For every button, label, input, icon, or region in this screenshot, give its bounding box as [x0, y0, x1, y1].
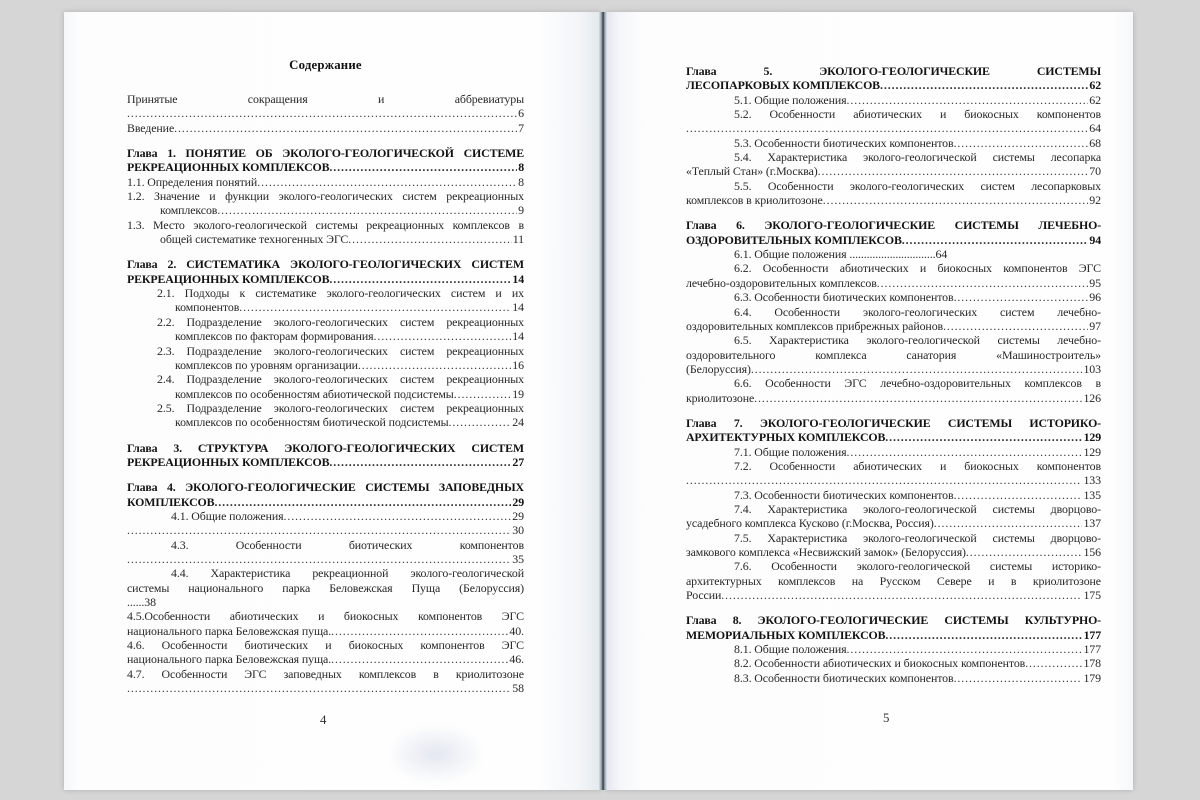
toc-line: 6.6. Особенности ЭГС лечебно-оздоровительных комплексов в	[734, 376, 1101, 391]
page-right	[606, 12, 1133, 790]
toc-line	[160, 203, 524, 217]
toc-line: ......38	[127, 595, 156, 609]
toc-page-ref: 126	[1083, 390, 1101, 405]
toc-line: 5.5. Особенности эколого-геологических систем лесопарковых	[734, 178, 1101, 193]
leader-dots	[283, 509, 511, 523]
toc-title: Содержание	[289, 58, 362, 72]
leader-dots	[754, 391, 1082, 405]
leader-dots	[127, 106, 517, 120]
toc-line: 1.2. Значение и функции эколого-геологических систем рекреационных	[127, 189, 524, 204]
toc-page-ref: 11	[512, 232, 524, 247]
toc-line	[734, 488, 1101, 502]
toc-entry	[686, 642, 1101, 656]
toc-entry	[127, 538, 524, 567]
toc-entry	[127, 609, 524, 638]
toc-line	[686, 588, 1101, 602]
toc-line	[734, 642, 1101, 656]
toc-page-ref: 178	[1083, 656, 1101, 671]
toc-line	[171, 509, 524, 523]
toc-line-text: усадебного комплекса Кусково (г.Москва, Россия)	[686, 516, 934, 531]
toc-line: 5.2. Особенности абиотических и биокосных компонентов	[734, 107, 1101, 122]
toc-line: Глава 3. СТРУКТУРА ЭКОЛОГО-ГЕОЛОГИЧЕСКИХ СИСТЕМ	[127, 440, 524, 455]
toc-page-ref: 137	[1083, 516, 1101, 531]
toc-line: Глава 1. ПОНЯТИЕ ОБ ЭКОЛОГО-ГЕОЛОГИЧЕСКОЙ СИСТЕМЕ	[127, 146, 524, 161]
toc-line: 4.7. Особенности ЭГС заповедных комплексов в криолитозоне	[127, 666, 524, 681]
toc-entry	[127, 372, 524, 401]
toc-entry	[686, 488, 1101, 502]
toc-line	[127, 175, 524, 189]
toc-line	[160, 232, 524, 246]
toc-line-text: комплексов	[160, 203, 218, 218]
toc-line: 5.4. Характеристика эколого-геологической системы лесопарка	[734, 150, 1101, 165]
leader-dots	[686, 121, 1088, 135]
toc-line: архитектурных комплексов на Русском Севере и в криолитозоне	[686, 573, 1101, 588]
toc-chapter-entry	[686, 613, 1101, 642]
toc-chapter-entry	[127, 257, 524, 286]
toc-page-ref: 129	[1083, 430, 1101, 445]
toc-page-ref: 16	[512, 357, 524, 372]
toc-chapter-entry	[127, 480, 524, 509]
toc-line-text: ОЗДОРОВИТЕЛЬНЫХ КОМПЛЕКСОВ	[686, 232, 902, 247]
leader-dots	[257, 175, 517, 189]
toc-page-ref: 62	[1089, 78, 1101, 93]
toc-entry	[686, 502, 1101, 531]
toc-line	[127, 495, 524, 509]
toc-line: 4.4. Характеристика рекреационной эколого-геологической	[171, 566, 524, 581]
toc-line	[686, 362, 1101, 376]
toc-line: оздоровительного комплекса санатория «Машиностроитель»	[686, 347, 1101, 362]
leader-dots	[329, 272, 511, 286]
toc-page-ref: 133	[1083, 473, 1101, 488]
toc-line	[127, 624, 524, 638]
toc-left-column	[127, 58, 524, 695]
toc-line: 6.2. Особенности абиотических и биокосных компонентов ЭГС	[734, 261, 1101, 276]
leader-dots	[331, 652, 508, 666]
toc-page-ref: 46.	[509, 652, 524, 667]
toc-line-text: «Теплый Стан» (г.Москва)	[686, 164, 818, 179]
leader-dots	[954, 488, 1083, 502]
toc-line	[686, 545, 1101, 559]
toc-line-text: МЕМОРИАЛЬНЫХ КОМПЛЕКСОВ	[686, 627, 886, 642]
leader-dots	[846, 642, 1082, 656]
leader-dots	[954, 671, 1083, 685]
toc-line: 2.3. Подразделение эколого-геологических систем рекреационных	[157, 343, 524, 358]
toc-line	[686, 78, 1101, 92]
toc-line	[686, 276, 1101, 290]
toc-entry	[127, 344, 524, 373]
toc-line-text: 4.1. Общие положения	[171, 508, 284, 523]
toc-line-text: АРХИТЕКТУРНЫХ КОМПЛЕКСОВ	[686, 430, 886, 445]
leader-dots	[449, 415, 512, 429]
toc-line	[686, 516, 1101, 530]
toc-page-ref: 14	[512, 271, 524, 286]
toc-page-ref: 9	[518, 203, 524, 218]
toc-line: 7.4. Характеристика эколого-геологической системы дворцово-	[734, 501, 1101, 516]
leader-dots	[902, 233, 1089, 247]
leader-dots	[329, 455, 511, 469]
toc-page-ref: 29	[512, 508, 524, 523]
toc-line-text: России	[686, 588, 722, 603]
toc-line-text: национального парка Беловежская пуща.	[127, 623, 332, 638]
toc-line: 7.6. Особенности эколого-геологической системы историко-	[734, 559, 1101, 574]
leader-dots	[329, 160, 517, 174]
toc-line-text: (Белоруссия)	[686, 361, 751, 376]
toc-entry	[686, 305, 1101, 334]
toc-entry	[127, 315, 524, 344]
toc-line	[175, 415, 524, 429]
toc-page-ref: 27	[512, 454, 524, 469]
toc-line	[686, 233, 1101, 247]
toc-line: 4.5.Особенности абиотических и биокосных компонентов ЭГС	[127, 609, 524, 624]
toc-line-text: криолитозоне	[686, 390, 755, 405]
toc-page-ref: 97	[1089, 318, 1101, 333]
toc-page-ref: 8	[518, 160, 524, 175]
toc-line: 6.1. Общие положения ..............................64	[734, 247, 948, 262]
toc-page-ref: 8	[518, 174, 524, 189]
leader-dots	[454, 387, 512, 401]
leader-dots	[358, 358, 511, 372]
toc-line-text: РЕКРЕАЦИОННЫХ КОМПЛЕКСОВ	[127, 160, 330, 175]
toc-chapter-entry	[686, 64, 1101, 93]
leader-dots	[818, 164, 1089, 178]
toc-line	[734, 290, 1101, 304]
toc-line: Принятые сокращения и аббревиатуры	[127, 92, 524, 106]
toc-page-ref: 94	[1089, 232, 1101, 247]
leader-dots	[846, 93, 1088, 107]
toc-page-ref: 156	[1083, 545, 1101, 559]
toc-entry	[127, 286, 524, 315]
toc-line	[127, 552, 524, 566]
toc-line	[734, 445, 1101, 459]
toc-entry	[686, 247, 1101, 261]
toc-line	[686, 193, 1101, 207]
toc-line: Глава 6. ЭКОЛОГО-ГЕОЛОГИЧЕСКИЕ СИСТЕМЫ ЛЕЧЕБНО-	[686, 218, 1101, 233]
toc-page-ref: 92	[1089, 193, 1101, 208]
toc-entry	[686, 333, 1101, 376]
toc-page-ref: 70	[1089, 164, 1101, 179]
toc-line	[686, 391, 1101, 405]
toc-line	[127, 272, 524, 286]
toc-page-ref: 6	[518, 106, 524, 121]
toc-line: 7.2. Особенности абиотических и биокосных компонентов	[734, 458, 1101, 473]
toc-entry	[686, 93, 1101, 107]
leader-dots	[239, 300, 511, 314]
toc-entry	[686, 559, 1101, 602]
leader-dots	[934, 516, 1083, 530]
toc-line	[127, 160, 524, 174]
leader-dots	[374, 329, 512, 343]
toc-entry	[127, 218, 524, 247]
toc-entry	[686, 459, 1101, 488]
toc-line-text: ЛЕСОПАРКОВЫХ КОМПЛЕКСОВ	[686, 78, 880, 93]
toc-line-text: комплексов по факторам формирования	[175, 329, 374, 344]
toc-line-text: общей систематике техногенных ЭГС	[160, 232, 349, 247]
leader-dots	[174, 121, 517, 135]
toc-line: Глава 2. СИСТЕМАТИКА ЭКОЛОГО-ГЕОЛОГИЧЕСКИХ СИСТЕМ	[127, 257, 524, 272]
toc-line: Глава 8. ЭКОЛОГО-ГЕОЛОГИЧЕСКИЕ СИСТЕМЫ КУЛЬТУРНО-	[686, 613, 1101, 628]
toc-line-text: 5.3. Особенности биотических компонентов	[734, 135, 954, 150]
toc-line	[686, 628, 1101, 642]
leader-dots	[217, 203, 517, 217]
toc-line	[127, 455, 524, 469]
leader-dots	[348, 232, 511, 246]
toc-entry	[127, 175, 524, 189]
toc-line-text: комплексов по особенностям абиотической подсистемы	[175, 386, 454, 401]
toc-page-ref: 68	[1089, 135, 1101, 150]
leader-dots	[823, 193, 1089, 207]
toc-page-ref: 30	[512, 523, 524, 538]
toc-entry	[686, 261, 1101, 290]
toc-page-ref: 96	[1089, 290, 1101, 305]
toc-line-text: национального парка Беловежская пуща.	[127, 652, 332, 667]
toc-page-ref: 135	[1083, 487, 1101, 502]
toc-line: Глава 7. ЭКОЛОГО-ГЕОЛОГИЧЕСКИЕ СИСТЕМЫ ИСТОРИКО-	[686, 415, 1101, 430]
toc-entry	[686, 290, 1101, 304]
page-number-right: 5	[883, 711, 890, 725]
toc-entry	[127, 189, 524, 218]
toc-entry	[686, 150, 1101, 179]
toc-line: 6.4. Особенности эколого-геологических систем лечебно-	[734, 304, 1101, 319]
toc-entry	[686, 656, 1101, 670]
toc-page-ref: 64	[1089, 121, 1101, 136]
toc-page-ref: 177	[1083, 627, 1101, 642]
toc-page-ref: 103	[1083, 361, 1101, 376]
toc-line	[734, 136, 1101, 150]
toc-line-text: РЕКРЕАЦИОННЫХ КОМПЛЕКСОВ	[127, 454, 330, 469]
toc-page-ref: 19	[512, 386, 524, 401]
toc-line	[175, 329, 524, 343]
toc-entry	[686, 531, 1101, 560]
toc-line-text: 7.3. Особенности биотических компонентов	[734, 487, 954, 502]
toc-line-text: лечебно-оздоровительных комплексов	[686, 275, 877, 290]
leader-dots	[943, 319, 1088, 333]
leader-dots	[1025, 656, 1082, 670]
toc-line: системы национального парка Беловежская Пуща (Белоруссия)	[127, 580, 524, 595]
toc-entry	[127, 566, 524, 609]
toc-line	[686, 319, 1101, 333]
leader-dots	[966, 545, 1083, 559]
toc-line-text: комплексов по уровням организации	[175, 357, 358, 372]
toc-line	[127, 121, 524, 135]
toc-entry	[127, 638, 524, 667]
toc-line-text: 1.1. Определения понятий	[127, 174, 258, 189]
toc-line: 4.6. Особенности биотических и биокосных компонентов ЭГС	[127, 638, 524, 653]
toc-line	[734, 656, 1101, 670]
toc-entry	[127, 523, 524, 537]
toc-entry	[127, 509, 524, 523]
toc-chapter-entry	[127, 146, 524, 175]
toc-line	[734, 93, 1101, 107]
toc-entries-left	[127, 92, 524, 695]
leader-dots	[721, 588, 1082, 602]
toc-entry	[686, 107, 1101, 136]
toc-line: Глава 4. ЭКОЛОГО-ГЕОЛОГИЧЕСКИЕ СИСТЕМЫ ЗАПОВЕДНЫХ	[127, 480, 524, 495]
toc-line	[686, 121, 1101, 135]
ink-bleed-through	[386, 724, 486, 784]
page-number-left: 4	[320, 713, 327, 727]
toc-page-ref: 175	[1083, 588, 1101, 603]
leader-dots	[127, 523, 511, 537]
toc-line	[127, 652, 524, 666]
toc-line: 6.5. Характеристика эколого-геологической системы лечебно-	[734, 333, 1101, 348]
toc-page-ref: 179	[1083, 670, 1101, 685]
toc-line-text: комплексов в криолитозоне	[686, 193, 823, 208]
toc-page-ref: 40.	[509, 623, 524, 638]
toc-line: Глава 5. ЭКОЛОГО-ГЕОЛОГИЧЕСКИЕ СИСТЕМЫ	[686, 64, 1101, 78]
toc-line	[175, 300, 524, 314]
toc-entries-right	[686, 64, 1101, 685]
toc-line-text: 8.3. Особенности биотических компонентов	[734, 670, 954, 685]
leader-dots	[880, 78, 1088, 92]
toc-line: 2.5. Подразделение эколого-геологических систем рекреационных	[157, 400, 524, 415]
leader-dots	[954, 136, 1089, 150]
toc-entry	[686, 671, 1101, 685]
toc-page-ref: 14	[512, 329, 524, 344]
toc-line	[686, 430, 1101, 444]
toc-page-ref: 29	[512, 494, 524, 509]
toc-line	[175, 387, 524, 401]
toc-line-text: КОМПЛЕКСОВ	[127, 494, 215, 509]
toc-entry	[686, 136, 1101, 150]
leader-dots	[885, 628, 1082, 642]
leader-dots	[127, 552, 511, 566]
toc-page-ref: 177	[1083, 642, 1101, 657]
toc-entry	[127, 92, 524, 121]
toc-line-text: РЕКРЕАЦИОННЫХ КОМПЛЕКСОВ	[127, 271, 330, 286]
toc-page-ref: 129	[1083, 444, 1101, 459]
toc-entry	[127, 401, 524, 430]
toc-line-text: 6.3. Особенности биотических компонентов	[734, 290, 954, 305]
toc-line-text: замкового комплекса «Несвижский замок» (Белоруссия)	[686, 545, 966, 559]
toc-line-text: 8.2. Особенности абиотических и биокосных компонентов	[734, 656, 1026, 671]
leader-dots	[846, 445, 1082, 459]
toc-line: 2.1. Подходы к систематике эколого-геологических систем и их	[157, 286, 524, 301]
leader-dots	[214, 495, 511, 509]
toc-line: 1.3. Место эколого-геологической системы рекреационных комплексов в	[127, 217, 524, 232]
toc-chapter-entry	[686, 218, 1101, 247]
toc-line	[175, 358, 524, 372]
page-left	[64, 12, 601, 790]
toc-line	[127, 681, 524, 695]
toc-page-ref: 24	[512, 415, 524, 430]
toc-line-text: 8.1. Общие положения	[734, 642, 847, 657]
toc-page-ref: 35	[512, 551, 524, 566]
toc-line-text: Введение	[127, 120, 175, 135]
toc-line	[686, 164, 1101, 178]
leader-dots	[751, 362, 1083, 376]
toc-entry	[127, 667, 524, 696]
leader-dots	[331, 624, 508, 638]
toc-line	[734, 671, 1101, 685]
toc-entry	[686, 376, 1101, 405]
toc-entry	[686, 445, 1101, 459]
toc-page-ref: 58	[512, 681, 524, 696]
toc-entry	[127, 121, 524, 135]
toc-line: 7.5. Характеристика эколого-геологической системы дворцово-	[734, 530, 1101, 545]
toc-line: 4.3. Особенности биотических компонентов	[171, 537, 524, 552]
leader-dots	[954, 290, 1089, 304]
leader-dots	[877, 276, 1089, 290]
leader-dots	[686, 473, 1082, 487]
leader-dots	[127, 681, 511, 695]
toc-line-text: комплексов по особенностям биотической подсистемы	[175, 415, 449, 430]
toc-line-text: 5.1. Общие положения	[734, 92, 847, 107]
toc-page-ref: 7	[518, 120, 524, 135]
toc-line-text: компонентов	[175, 300, 240, 315]
toc-line	[127, 106, 524, 120]
toc-line	[127, 523, 524, 537]
toc-line: 2.4. Подразделение эколого-геологических систем рекреационных	[157, 372, 524, 387]
toc-line	[686, 473, 1101, 487]
toc-entry	[686, 179, 1101, 208]
leader-dots	[885, 430, 1082, 444]
toc-chapter-entry	[686, 416, 1101, 445]
toc-line-text: оздоровительных комплексов прибрежных районов	[686, 318, 944, 333]
toc-chapter-entry	[127, 441, 524, 470]
toc-page-ref: 95	[1089, 275, 1101, 290]
toc-page-ref: 14	[512, 300, 524, 315]
toc-right-column	[686, 64, 1101, 685]
book-binding	[599, 12, 607, 790]
toc-page-ref: 62	[1089, 92, 1101, 107]
toc-line: 2.2. Подразделение эколого-геологических систем рекреационных	[157, 314, 524, 329]
toc-line-text: 7.1. Общие положения	[734, 444, 847, 459]
